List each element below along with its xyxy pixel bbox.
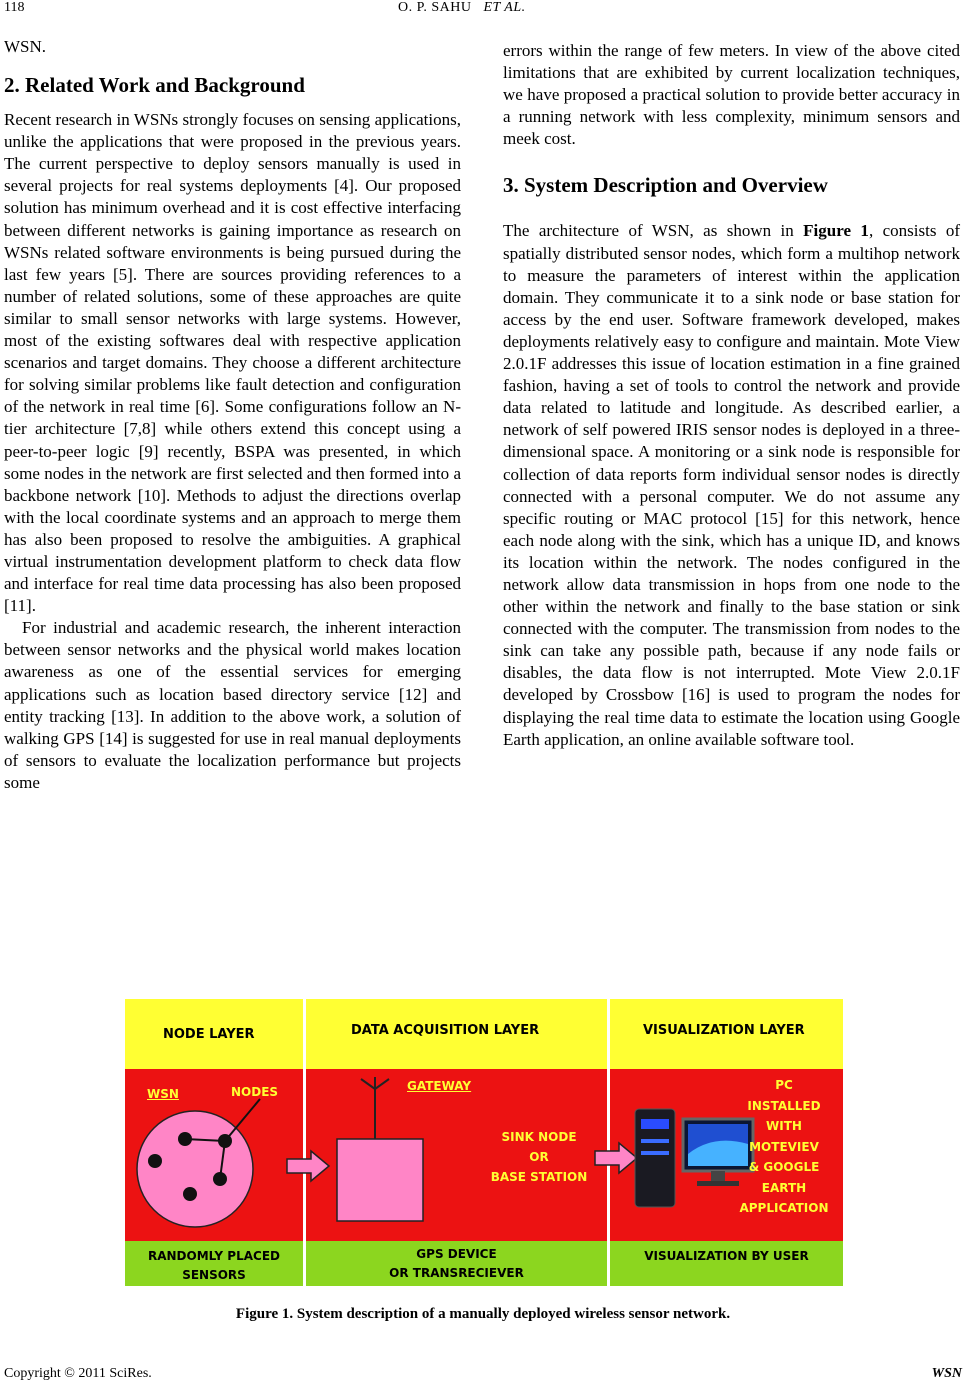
arrow-right-icon [285,1149,331,1183]
right-paragraph-1-rest: , consists of spatially distributed sensor nodes, which form a multihop network to measure the parameters of interest within the application domain. They communicate it to a sink node or base station for access by the end user. Software framework developed, makes deployments relatively easy to configure and maintain. Mote View 2.0.1F addresses this issue of location estimation in a fine grained fashion, having a set of tools to control the network and provide data related to latitude and longitude. As described earlier, a network of self powered IRIS sensor nodes is deployed in a three-dimensional space. A monitoring or a sink node is responsible for collection of data reports form individual sensor nodes is directly connected with a personal computer. We do not assume any specific routing or MAC protocol [15] for this network, hence each node along with the sink, which has a unique ID, and knows its location within the network. The nodes configured in the network allow data transmission in hops from one node to the other within the network and finally to the base station or sink connected with the computer. The transmission from nodes to the sink can take any possible path, because if any node fails or disables, the data flow is not interrupted. Mote View 2.0.1F developed by Crossbow [16] is used to program the nodes for displaying the real time data to estimate the location using Google Earth application, an online available software tool. [503,221,961,749]
visualization-layer-label: VISUALIZATION LAYER [643,1023,805,1038]
page-number: 118 [4,0,25,15]
node-layer-label: NODE LAYER [163,1027,255,1042]
pc-line-5: & GOOGLE [748,1160,820,1174]
sink-line-3: BASE STATION [490,1170,588,1184]
pc-line-1: PC [775,1078,793,1092]
figure-caption: Figure 1. System description of a manually deployed wireless sensor network. [235,1306,731,1322]
bottom-mid-line-2: OR TRANSRECIEVER [389,1266,524,1280]
system-diagram-figure [125,999,843,1286]
gps-device-label [306,1245,607,1283]
left-column [4,36,461,794]
bottom-left-line-1: RANDOMLY PLACED [147,1249,280,1263]
section-2-title: 2. Related Work and Background [4,73,305,98]
pc-line-6: EARTH [761,1180,807,1195]
sink-line-2: OR [529,1150,549,1164]
pc-line-4: MOTEVIEV [749,1139,819,1154]
left-paragraph-1: Recent research in WSNs strongly focuses on sensing applications, unlike the applications that were proposed in the previous years. The current perspective to deploy sensors manually is used in several projects for real systems deployments [4]. Our proposed solution has minimum overhead and it is cost effective interfacing between different networks is gaining importance as research on WSNs related software environments is being pursued during the last few years [5]. There are sources providing references to a number of related solutions, some of these approaches are quite similar to small sensor networks with large systems. However, most of the existing softwares deal with respective application scenarios and target domains. They choose a different architecture for solving similar problems like fault detection and configuration of the network in real time [6]. Some configurations follow an N-tier architecture [7,8] while others extend this concept using a peer-to-peer logic [9] recently, BSPA was presented, in which some nodes in the network are first selected and then formed into a backbone network [10]. Methods to adjust the directions overlap with the local coordinate systems and an approach to merge them has also been proposed to resolve the ambiguities. A graphical virtual instrumentation development platform to check data flow and interface for real time data processing has also been proposed [11]. [4,110,461,616]
gateway-label: GATEWAY [407,1079,472,1093]
data-acquisition-layer-label: DATA ACQUISITION LAYER [351,1023,540,1038]
pc-line-2: INSTALLED [747,1098,821,1113]
running-head [398,0,526,16]
pc-line-3: WITH [766,1119,802,1133]
randomly-placed-sensors-label [125,1247,303,1285]
figure-1-reference[interactable]: Figure 1 [803,221,869,241]
running-head-etal: ET AL. [483,0,526,15]
right-column [503,40,960,751]
left-top-fragment: WSN. [4,37,47,56]
pc-line-7: APPLICATION [739,1201,829,1215]
copyright-footer: Copyright © 2011 SciRes. [4,1366,152,1381]
pc-description-label [725,1075,843,1219]
figure-divider-1 [303,999,306,1286]
right-paragraph-1 [503,220,960,750]
nodes-label: NODES [231,1085,279,1099]
wsn-label: WSN [147,1087,179,1101]
sink-line-1: SINK NODE [501,1130,577,1144]
bottom-left-line-2: SENSORS [182,1268,246,1282]
right-paragraph-1-start: The architecture of WSN, as shown in [503,221,804,241]
left-paragraph-2: For industrial and academic research, the inherent interaction between sensor networks and the physical world makes location awareness as one of the essential services for emerging applications such as location based directory service [12] and entity tracking [13]. In addition to the above work, a solution of walking GPS [14] is suggested for use in real manual deployments of sensors to evaluate the localization performance but projects some [4,618,461,792]
bottom-mid-line-1: GPS DEVICE [416,1247,497,1261]
right-paragraph-0: errors within the range of few meters. In view of the above cited limitations that are exhibited by current localization techniques, we have proposed a practical solution to provide better accuracy in a running network with less complexity, minimum sensors and meek cost. [503,41,960,149]
journal-footer: WSN [931,1366,962,1381]
wsn-nodes-diagram [125,1069,303,1241]
gateway-antenna-icon [335,1077,425,1227]
section-3-title: 3. System Description and Overview [503,173,828,198]
visualization-by-user-label: VISUALIZATION BY USER [644,1249,809,1263]
running-head-author: O. P. SAHU [398,0,472,15]
sink-node-label [477,1127,601,1187]
